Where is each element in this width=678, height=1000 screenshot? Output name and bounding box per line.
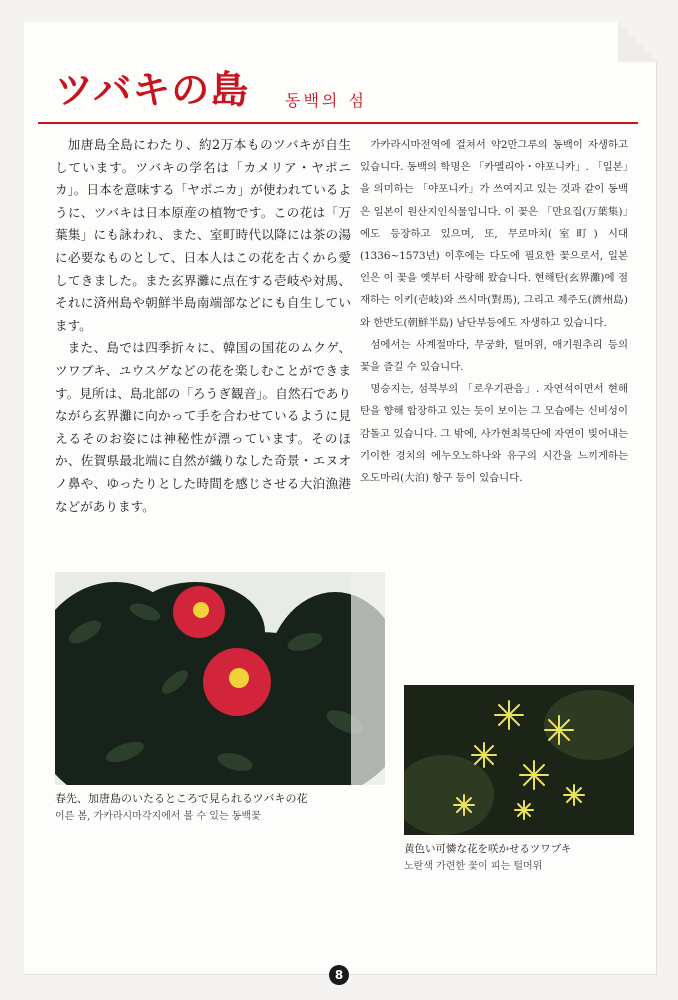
korean-paragraph-3: 명승지는, 섬북부의 「로우기관음」. 자연석이면서 현해탄을 향해 합장하고 있는 듯이 보이는 그 모습에는 신비성이 감돌고 있습니다. 그 밖에, 사가현최북단에 자연이 빚어내는 기이한 경치의 에누오노하나와 유구의 시간을 느끼게하는 오도마리(大泊) 항구 등이 있습니다. [360,383,628,485]
japanese-paragraph-1: 加唐島全島にわたり、約2万本ものツバキが自生しています。ツバキの学名は「カメリア・ヤポニカ」。日本を意味する「ヤポニカ」が使われているように、ツバキは日本原産の植物です。この花は「万葉集」にも詠われ、また、室町時代以降には茶の湯に必要なものとして、日本人はこの花を古くから愛してきました。また玄界灘に点在する壱岐や対馬、それに済州島や朝鮮半島南端部などにも自生しています。 [55,137,351,333]
korean-paragraph-1: 가카라시마전역에 걸쳐서 약2만그루의 동백이 자생하고 있습니다. 동백의 학명은 「카멜리아・야포니카」. 「일본」을 의미하는 「야포니카」가 쓰여지고 있는 것과 같이 동백은 일본이 원산지인식물입니다. 이 꽃은 「만요집(万葉集)」에도 등장하고 있으며, 또, 무로마치(室町) 시대(1336~1573년) 이후에는 다도에 필요한 꽃으로서, 일본인은 이 꽃을 옛부터 사랑해 왔습니다. 현해탄(玄界灘)에 점재하는 이키(壱岐)와 쓰시마(對馬), 그리고 제주도(濟州島)와 한반도(朝鮮半島) 남단부등에도 자생하고 있습니다. [360,139,628,329]
tsuwabuki-caption-jp: 黄色い可憐な花を咲かせるツワブキ [404,843,572,855]
page-corner-fold [618,22,658,62]
tsuwabuki-photo [404,685,634,835]
page-title: ツバキの島 [55,67,250,112]
page-number: 8 [329,965,349,985]
page-subtitle-korean: 동백의 섬 [285,91,367,110]
japanese-paragraph-2: また、島では四季折々に、韓国の国花のムクゲ、ツワブキ、ユウスゲなどの花を楽しむことができます。見所は、島北部の「ろうぎ観音」。自然石でありながら玄界灘に向かって手を合わせているように見えるそのお姿には神秘性が漂っています。そのほか、佐賀県最北端に自然が織りなした奇景・エヌオノ鼻や、ゆったりとした時間を感じさせる大泊漁港などがあります。 [55,340,351,514]
camellia-photo [55,572,385,785]
camellia-caption-ko: 이른 봄, 가카라시마각지에서 볼 수 있는 동백꽃 [55,811,261,822]
japanese-column [55,134,351,518]
camellia-caption [55,790,307,826]
title-rule [38,122,638,124]
korean-column [360,134,628,489]
tsuwabuki-caption [404,840,571,876]
tsuwabuki-caption-ko: 노란색 가련한 꽃이 피는 털머위 [404,861,543,872]
camellia-caption-jp: 春先、加唐島のいたるところで見られるツバキの花 [55,792,308,805]
korean-paragraph-2: 섬에서는 사계절마다, 무궁화, 털머위, 애기원추리 등의 꽃을 즐길 수 있습니다. [360,338,628,374]
